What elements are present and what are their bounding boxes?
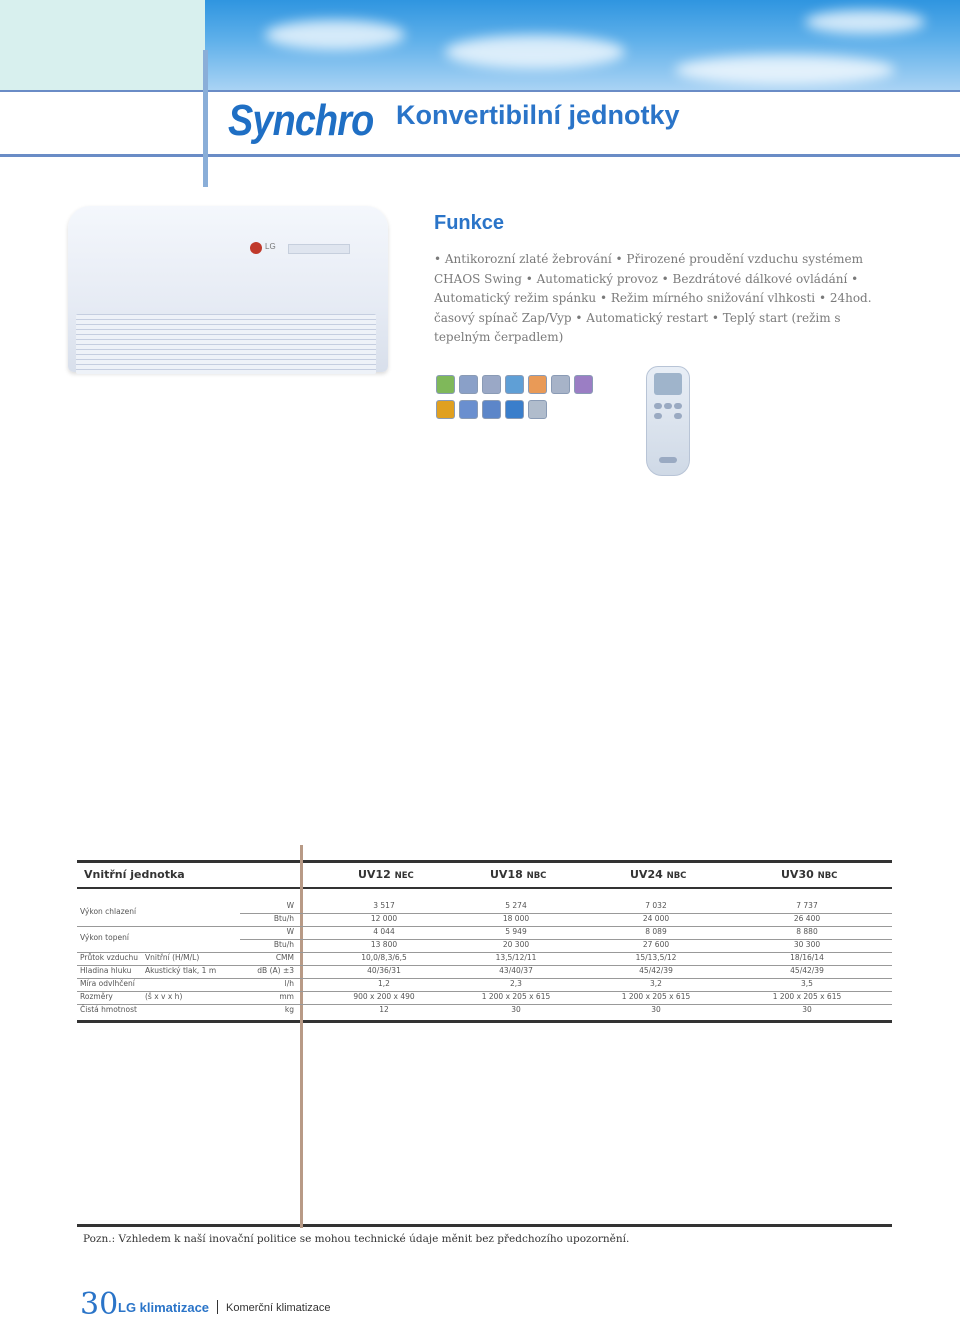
row-label: Rozměry [80, 992, 113, 1001]
row-label: Míra odvlhčení [80, 979, 135, 988]
row-unit: W [286, 901, 294, 910]
table-cell: 900 x 200 x 490 [353, 992, 415, 1001]
model-header [630, 868, 686, 881]
footnote: Pozn.: Vzhledem k naší inovační politice se mohou technické údaje měnit bez předchozího upozornění. [83, 1233, 630, 1245]
table-cell: 3 517 [373, 901, 395, 910]
table-cell: 27 600 [642, 940, 670, 949]
table-header-label: Vnitřní jednotka [84, 868, 185, 881]
model-suffix: NBC [817, 871, 838, 881]
page-subtitle: Konvertibilní jednotky [396, 100, 680, 130]
table-cell: 40/36/31 [367, 966, 401, 975]
remote-control-image [646, 366, 690, 476]
header-tile [0, 0, 205, 90]
header-vertical-bar [203, 50, 208, 187]
feature-list-text: • Antikorozní zlaté žebrování • Přirozené proudění vzduchu systémem CHAOS Swing • Automatický provoz • Bezdrátové dálkové ovládání • Automatický režim spánku • Režim mírného snižování vlhkosti • 24hod. časový spínač Zap/Vyp • Automatický restart • Teplý start (režim s tepelným čerpadlem) [434, 252, 872, 344]
restart-icon [528, 375, 547, 394]
footer-separator [217, 1300, 218, 1314]
row-label: Výkon chlazení [80, 907, 137, 916]
auto-icon [459, 375, 478, 394]
row-unit: CMM [275, 953, 294, 962]
remote-button [674, 403, 682, 409]
header-rule-bottom [0, 154, 960, 157]
model-header [358, 868, 414, 881]
table-cell: 5 949 [505, 927, 527, 936]
table-cell: 12 [379, 1005, 389, 1014]
table-cell: 30 [651, 1005, 661, 1014]
table-cell: 20 300 [502, 940, 530, 949]
row-unit: mm [279, 992, 294, 1001]
table-rule-header [77, 887, 892, 889]
indoor-unit-body [68, 206, 388, 372]
table-cell: 2,3 [510, 979, 522, 988]
hot-start-icon [505, 400, 524, 419]
table-cell: 8 880 [796, 927, 818, 936]
row-unit: kg [284, 1005, 294, 1014]
table-cell: 10,0/8,3/6,5 [361, 953, 407, 962]
header-rule-top [0, 90, 960, 92]
table-cell: 7 032 [645, 901, 667, 910]
row-unit: W [286, 927, 294, 936]
table-vertical-bar [300, 845, 303, 1025]
fan-icon [482, 375, 501, 394]
table-cell: 45/42/39 [639, 966, 673, 975]
section-title-funkce: Funkce [434, 212, 505, 234]
model-header [781, 868, 837, 881]
row-sublabel: Akustický tlak, 1 m [145, 966, 217, 975]
note-rule [77, 1224, 892, 1227]
row-unit: Btu/h [273, 940, 294, 949]
indoor-unit-grille [76, 314, 376, 374]
model-header [490, 868, 546, 881]
table-cell: 30 300 [793, 940, 821, 949]
table-cell: 1,2 [378, 979, 390, 988]
indoor-unit-display [288, 244, 350, 254]
indoor-unit-image [62, 198, 396, 380]
table-cell: 30 [511, 1005, 521, 1014]
table-cell: 45/42/39 [790, 966, 824, 975]
remote-button [664, 403, 672, 409]
row-label: Čistá hmotnost [80, 1005, 137, 1014]
remote-logo [659, 457, 677, 463]
table-cell: 13,5/12/11 [495, 953, 537, 962]
remote-button [654, 403, 662, 409]
row-label: Hladina hluku [80, 966, 132, 975]
row-unit: Btu/h [273, 914, 294, 923]
page-number: 30 [80, 1287, 119, 1322]
table-rule-top [77, 860, 892, 863]
table-cell: 12 000 [370, 914, 398, 923]
row-label: Průtok vzduchu [80, 953, 139, 962]
chaos-icon [482, 400, 501, 419]
row-unit: l/h [284, 979, 294, 988]
table-cell: 18 000 [502, 914, 530, 923]
table-cell: 43/40/37 [499, 966, 533, 975]
remote-screen [654, 373, 682, 395]
lg-logo-icon [250, 242, 262, 254]
remote-button [674, 413, 682, 419]
table-rule-bottom [77, 1020, 892, 1023]
table-cell: 30 [802, 1005, 812, 1014]
swing-icon [551, 375, 570, 394]
row-sublabel: (š x v x h) [145, 992, 183, 1001]
table-cell: 13 800 [370, 940, 398, 949]
model-suffix: NEC [394, 871, 414, 881]
sleep-icon [574, 375, 593, 394]
row-unit: dB (A) ±3 [257, 966, 294, 975]
table-cell: 3,5 [801, 979, 813, 988]
table-cell: 26 400 [793, 914, 821, 923]
model-suffix: NBC [526, 871, 547, 881]
model-name: UV18 [490, 868, 527, 881]
model-name: UV30 [781, 868, 818, 881]
unit-logo-text: LG [265, 242, 276, 251]
anticorrosion-icon [436, 375, 455, 394]
healthy-dehumid-icon [459, 400, 478, 419]
table-cell: 24 000 [642, 914, 670, 923]
footer-section: Komerční klimatizace [226, 1302, 331, 1314]
table-cell: 15/13,5/12 [635, 953, 677, 962]
table-vertical-bar-lower [300, 1023, 303, 1228]
table-cell: 18/16/14 [790, 953, 824, 962]
model-name: UV24 [630, 868, 667, 881]
row-label: Výkon topení [80, 933, 129, 942]
header-sky-banner [205, 0, 960, 90]
table-cell: 5 274 [505, 901, 527, 910]
brand-title: Synchro [228, 96, 374, 145]
timer-24h-icon [436, 400, 455, 419]
table-cell: 8 089 [645, 927, 667, 936]
dry-icon [505, 375, 524, 394]
footer-brand: LG klimatizace [118, 1300, 210, 1315]
table-cell: 3,2 [650, 979, 662, 988]
table-cell: 4 044 [373, 927, 395, 936]
table-cell: 1 200 x 205 x 615 [481, 992, 551, 1001]
wave-icon [528, 400, 547, 419]
table-cell: 7 737 [796, 901, 818, 910]
remote-button [654, 413, 662, 419]
model-suffix: NBC [666, 871, 687, 881]
table-cell: 1 200 x 205 x 615 [621, 992, 691, 1001]
table-cell: 1 200 x 205 x 615 [772, 992, 842, 1001]
row-sublabel: Vnitřní (H/M/L) [145, 953, 200, 962]
model-name: UV12 [358, 868, 395, 881]
